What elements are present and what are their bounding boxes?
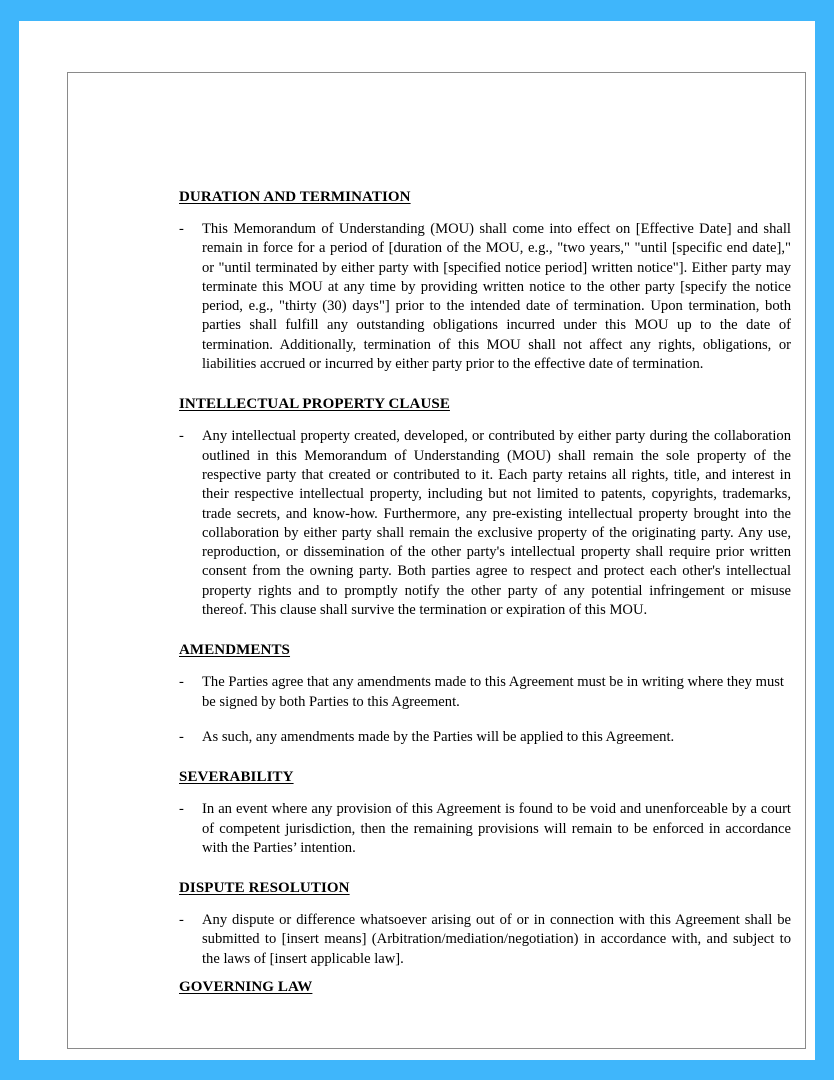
heading-text: AMENDMENTS bbox=[179, 642, 291, 659]
bullet-item bbox=[179, 800, 791, 858]
paper-sheet bbox=[19, 21, 815, 1060]
bullet-item bbox=[179, 911, 791, 969]
bullet-text: The Parties agree that any amendments made to this Agreement must be in writing where they must be signed by both Parties to this Agreement. bbox=[202, 674, 784, 710]
spacer bbox=[179, 207, 791, 220]
section-heading-dispute-resolution bbox=[179, 879, 791, 898]
spacer bbox=[179, 898, 791, 911]
spacer bbox=[179, 374, 791, 395]
section-heading-amendments bbox=[179, 641, 791, 660]
bullet-marker-icon: - bbox=[179, 221, 184, 237]
heading-text: DISPUTE RESOLUTION bbox=[179, 880, 350, 897]
bullet-marker-icon: - bbox=[179, 728, 184, 745]
spacer bbox=[179, 660, 791, 673]
spacer bbox=[179, 969, 791, 978]
bullet-item bbox=[179, 220, 791, 374]
heading-text: SEVERABILITY bbox=[179, 769, 294, 786]
spacer bbox=[179, 747, 791, 768]
spacer bbox=[179, 620, 791, 641]
heading-text: DURATION AND TERMINATION bbox=[179, 189, 411, 205]
section-heading-intellectual-property-clause bbox=[179, 395, 791, 414]
bullet-item bbox=[179, 728, 791, 747]
document-body bbox=[179, 188, 791, 997]
heading-text: INTELLECTUAL PROPERTY CLAUSE bbox=[179, 396, 450, 413]
bullet-text: In an event where any provision of this Agreement is found to be void and unenforceable by a court of competent jurisdiction, then the remaining provisions will remain to be enforced in accordance with the Parties’ intention. bbox=[202, 801, 791, 856]
section-heading-severability bbox=[179, 768, 791, 787]
bullet-text: Any dispute or difference whatsoever arising out of or in connection with this Agreement shall be submitted to [insert means] (Arbitration/mediation/negotiation) in accordance with, and subject to the laws of [insert applicable law]. bbox=[202, 912, 791, 967]
section-heading-duration-and-termination bbox=[179, 188, 791, 207]
spacer bbox=[179, 787, 791, 800]
spacer bbox=[179, 414, 791, 427]
spacer bbox=[179, 858, 791, 879]
bullet-item bbox=[179, 427, 791, 620]
bullet-marker-icon: - bbox=[179, 428, 184, 445]
bullet-item bbox=[179, 673, 791, 712]
bullet-marker-icon: - bbox=[179, 674, 184, 691]
heading-text: GOVERNING LAW bbox=[179, 979, 313, 996]
bullet-text: Any intellectual property created, developed, or contributed by either party during the collaboration outlined in this Memorandum of Understanding (MOU) shall remain the sole property of the respective party that created or contributed to it. Each party retains all rights, title, and interest in their respective intellectual property, including but not limited to patents, copyrights, trademarks, trade secrets, and know-how. Furthermore, any pre-existing intellectual property brought into the collaboration by either party shall remain the exclusive property of the originating party. Any use, reproduction, or dissemination of the other party's intellectual property shall require prior written consent from the owning party. Both parties agree to respect and protect each other's intellectual property rights and to promptly notify the other party of any potential infringement or misuse thereof. This clause shall survive the termination or expiration of this MOU. bbox=[202, 428, 791, 619]
bullet-marker-icon: - bbox=[179, 801, 184, 818]
bullet-text: As such, any amendments made by the Parties will be applied to this Agreement. bbox=[202, 728, 675, 745]
spacer bbox=[179, 712, 791, 728]
page-border-box bbox=[67, 72, 806, 1049]
section-heading-governing-law bbox=[179, 978, 791, 997]
bullet-text: This Memorandum of Understanding (MOU) shall come into effect on [Effective Date] and shall remain in force for a period of [duration of the MOU, e.g., "two years," "until [specific end date]," or "until terminated by either party with [specified notice period] written notice"]. Either party may terminate this MOU at any time by providing written notice to the other party [specify the notice period, e.g., "thirty (30) days"] prior to the intended date of termination. Upon termination, both parties shall fulfill any outstanding obligations incurred under this MOU up to the date of termination. Additionally, termination of this MOU shall not affect any rights, obligations, or liabilities accrued or incurred by either party prior to the effective date of termination. bbox=[202, 221, 791, 373]
bullet-marker-icon: - bbox=[179, 912, 184, 929]
